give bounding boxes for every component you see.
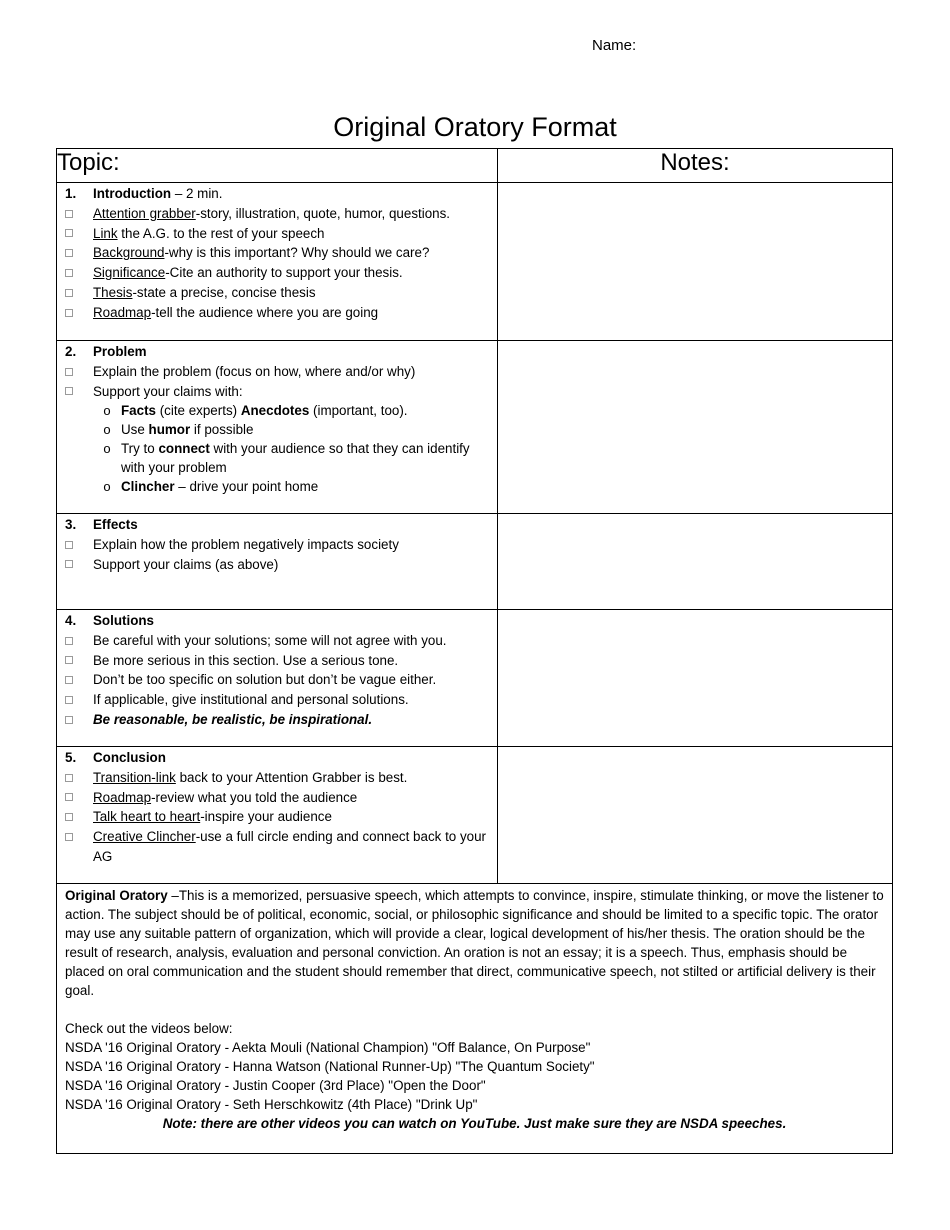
notes-cell-effects[interactable] xyxy=(498,514,893,610)
sub-item: o Try to connect with your audience so that they can identify with your problem xyxy=(65,439,491,477)
section-title: Effects xyxy=(93,517,138,532)
checklist-item: Talk heart to heart-inspire your audience xyxy=(65,807,491,827)
video-link[interactable]: NSDA '16 Original Oratory - Justin Cooper (3rd Place) "Open the Door" xyxy=(65,1078,486,1093)
checkbox-icon xyxy=(65,631,93,651)
format-table xyxy=(56,148,893,1154)
checklist-item: Creative Clincher-use a full circle ending and connect back to your AG xyxy=(65,827,491,867)
section-row-introduction xyxy=(57,183,893,341)
circle-bullet-icon: o xyxy=(103,479,111,495)
checkbox-icon xyxy=(65,670,93,690)
checkbox-icon xyxy=(65,362,93,382)
description-paragraph: Original Oratory –This is a memorized, persuasive speech, which attempts to convince, inspire, stimulate thinking, or move the listener to action. The subject should be of political, economic, social, or philosophic significance and should be limited to a specific topic. The orator may use any suitable pattern of organization, which will provide a clear, logical development of his/her thesis. The oration should be the result of research, analysis, evaluation and personal conviction. An oration is not an essay; it is a speech. Thus, emphasis should be placed on oral communication and the student should remember that direct, communicative speech, not stilted or artificial delivery is their goal. xyxy=(65,888,884,998)
section-row-conclusion xyxy=(57,747,893,884)
checkbox-icon xyxy=(65,827,93,867)
section-title: Solutions xyxy=(93,613,154,628)
checklist-item: Attention grabber-story, illustration, quote, humor, questions. xyxy=(65,204,491,224)
video-link[interactable]: NSDA '16 Original Oratory - Hanna Watson (National Runner-Up) "The Quantum Society" xyxy=(65,1059,595,1074)
checkbox-icon xyxy=(65,224,93,244)
checkbox-icon xyxy=(65,303,93,323)
notes-cell-introduction[interactable] xyxy=(498,183,893,341)
checklist-item: Don’t be too specific on solution but don’t be vague either. xyxy=(65,670,491,690)
checklist-item: Thesis-state a precise, concise thesis xyxy=(65,283,491,303)
section-title: Problem xyxy=(93,344,147,359)
section-row-effects xyxy=(57,514,893,610)
section-number: 4. xyxy=(65,613,77,628)
section-title: Introduction – 2 min. xyxy=(93,186,223,201)
checkbox-icon xyxy=(65,690,93,710)
description-cell xyxy=(57,884,893,1154)
name-label: Name: xyxy=(592,37,637,54)
checklist-item: Roadmap-tell the audience where you are going xyxy=(65,303,491,323)
section-row-solutions xyxy=(57,610,893,747)
section-problem xyxy=(57,341,498,514)
section-introduction xyxy=(57,183,498,341)
table-header-row xyxy=(57,149,893,183)
sub-item: o Clincher – drive your point home xyxy=(65,477,491,496)
checklist-item: Link the A.G. to the rest of your speech xyxy=(65,224,491,244)
checklist-item: Be careful with your solutions; some will not agree with you. xyxy=(65,631,491,651)
checkbox-icon xyxy=(65,710,93,730)
checklist-item: Support your claims with: xyxy=(65,382,491,402)
page-title: Original Oratory Format xyxy=(333,112,617,142)
checklist-item: Support your claims (as above) xyxy=(65,555,491,575)
checklist-item: Significance-Cite an authority to support your thesis. xyxy=(65,263,491,283)
circle-bullet-icon: o xyxy=(103,441,111,457)
circle-bullet-icon: o xyxy=(103,403,111,419)
topic-header: Topic: xyxy=(57,149,498,183)
checklist-item: Roadmap-review what you told the audience xyxy=(65,788,491,808)
checkbox-icon xyxy=(65,651,93,671)
circle-bullet-icon: o xyxy=(103,422,111,438)
checklist-item: If applicable, give institutional and personal solutions. xyxy=(65,690,491,710)
section-number: 5. xyxy=(65,750,77,765)
section-number: 1. xyxy=(65,186,77,201)
checkbox-icon xyxy=(65,204,93,224)
checkbox-icon xyxy=(65,382,93,402)
section-conclusion xyxy=(57,747,498,884)
notes-header: Notes: xyxy=(498,149,893,183)
checklist-item: Background-why is this important? Why should we care? xyxy=(65,243,491,263)
checkbox-icon xyxy=(65,807,93,827)
checkbox-icon xyxy=(65,535,93,555)
checkbox-icon xyxy=(65,263,93,283)
checkbox-icon xyxy=(65,243,93,263)
section-row-problem xyxy=(57,341,893,514)
sub-item: o Facts (cite experts) Anecdotes (important, too). xyxy=(65,401,491,420)
checkbox-icon xyxy=(65,788,93,808)
section-number: 3. xyxy=(65,517,77,532)
section-solutions xyxy=(57,610,498,747)
checkbox-icon xyxy=(65,768,93,788)
notes-cell-solutions[interactable] xyxy=(498,610,893,747)
notes-cell-problem[interactable] xyxy=(498,341,893,514)
footer-note: Note: there are other videos you can watch on YouTube. Just make sure they are NSDA speeches. xyxy=(162,1116,787,1131)
checkbox-icon xyxy=(65,283,93,303)
section-effects xyxy=(57,514,498,610)
videos-intro: Check out the videos below: xyxy=(65,1021,233,1036)
checklist-item: Explain the problem (focus on how, where and/or why) xyxy=(65,362,491,382)
checklist-item: Be reasonable, be realistic, be inspirational. xyxy=(65,710,491,730)
checklist-item: Transition-link back to your Attention Grabber is best. xyxy=(65,768,491,788)
section-number: 2. xyxy=(65,344,77,359)
video-link[interactable]: NSDA '16 Original Oratory - Aekta Mouli (National Champion) "Off Balance, On Purpose" xyxy=(65,1040,591,1055)
video-link[interactable]: NSDA '16 Original Oratory - Seth Herschkowitz (4th Place) "Drink Up" xyxy=(65,1097,478,1112)
section-title: Conclusion xyxy=(93,750,166,765)
sub-item: o Use humor if possible xyxy=(65,420,491,439)
checklist-item: Be more serious in this section. Use a serious tone. xyxy=(65,651,491,671)
checklist-item: Explain how the problem negatively impacts society xyxy=(65,535,491,555)
footer-row xyxy=(57,884,893,1154)
checkbox-icon xyxy=(65,555,93,575)
notes-cell-conclusion[interactable] xyxy=(498,747,893,884)
